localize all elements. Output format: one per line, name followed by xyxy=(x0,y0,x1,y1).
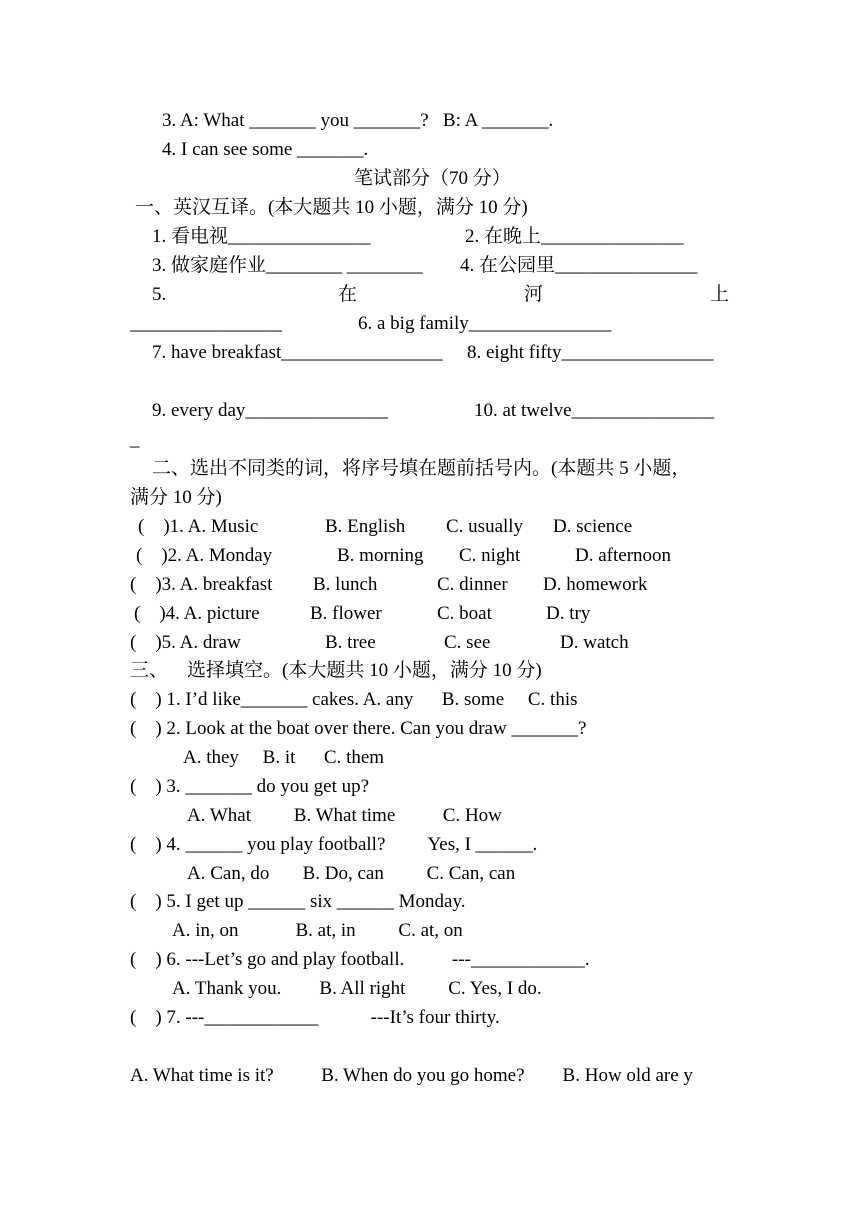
s3-q7: ( ) 7. ---____________ ---It’s four thirty. xyxy=(130,1007,500,1028)
s1-item-10: 10. at twelve_______________ xyxy=(474,400,715,421)
s2-row-1-c: C. usually xyxy=(446,516,524,537)
s1-item-6: 6. a big family_______________ xyxy=(358,313,612,334)
s2-row-3-c: C. dinner xyxy=(437,574,508,595)
s3-q2-options: A. they B. it C. them xyxy=(183,747,385,768)
s3-q3: ( ) 3. _______ do you get up? xyxy=(130,776,370,797)
s1-item-5-char2: 河 xyxy=(524,284,544,305)
listening-q4: 4. I can see some _______. xyxy=(162,139,369,160)
s1-item-5-blank: ________________ xyxy=(130,313,282,334)
section3-title: 三、 选择填空。(本大题共 10 小题，满分 10 分) xyxy=(130,660,542,681)
s2-row-2-c: C. night xyxy=(459,545,521,566)
s2-row-4-b: B. flower xyxy=(310,603,382,624)
s2-row-4-a: ( )4. A. picture xyxy=(134,603,260,624)
s3-q4: ( ) 4. ______ you play football? Yes, I ______. xyxy=(130,834,538,855)
s3-q2: ( ) 2. Look at the boat over there. Can you draw _______? xyxy=(130,718,587,739)
s1-item-5-char1: 在 xyxy=(338,284,358,305)
s3-q3-options: A. What B. What time C. How xyxy=(187,805,502,826)
s1-item-1: 1. 看电视_______________ xyxy=(152,226,371,247)
s3-q5-options: A. in, on B. at, in C. at, on xyxy=(172,920,463,941)
s3-q5: ( ) 5. I get up ______ six ______ Monday. xyxy=(130,891,466,912)
s2-row-2-a: ( )2. A. Monday xyxy=(136,545,273,566)
s2-row-1-a: ( )1. A. Music xyxy=(138,516,259,537)
s2-row-3-a: ( )3. A. breakfast xyxy=(130,574,273,595)
section2-title-line2: 满分 10 分) xyxy=(130,487,222,508)
s1-item-5-char3: 上 xyxy=(710,284,730,305)
s2-row-1-d: D. science xyxy=(553,516,633,537)
s2-row-3-d: D. homework xyxy=(543,574,648,595)
s2-row-2-d: D. afternoon xyxy=(575,545,672,566)
s3-q1: ( ) 1. I’d like_______ cakes. A. any B. some C. this xyxy=(130,689,578,710)
s1-item-5-num: 5. xyxy=(152,284,167,305)
s1-item-2: 2. 在晚上_______________ xyxy=(465,226,684,247)
s3-q7-options: A. What time is it? B. When do you go home? B. How old are y xyxy=(130,1065,693,1086)
s1-item-7: 7. have breakfast_________________ xyxy=(152,342,443,363)
section1-title: 一、英汉互译。(本大题共 10 小题，满分 10 分) xyxy=(135,197,528,218)
s2-row-4-c: C. boat xyxy=(437,603,492,624)
s2-row-2-b: B. morning xyxy=(337,545,424,566)
s3-q6-options: A. Thank you. B. All right C. Yes, I do. xyxy=(172,978,542,999)
s1-item-8: 8. eight fifty________________ xyxy=(467,342,714,363)
section2-title-line1: 二、选出不同类的词，将序号填在题前括号内。(本题共 5 小题， xyxy=(152,458,691,479)
s2-row-3-b: B. lunch xyxy=(313,574,378,595)
listening-q3: 3. A: What _______ you _______? B: A _______. xyxy=(162,110,554,131)
s1-item-10-overflow: _ xyxy=(130,429,140,450)
s2-row-5-a: ( )5. A. draw xyxy=(130,632,241,653)
s1-item-9: 9. every day_______________ xyxy=(152,400,388,421)
s2-row-5-b: B. tree xyxy=(325,632,376,653)
s2-row-5-d: D. watch xyxy=(560,632,629,653)
s2-row-4-d: D. try xyxy=(546,603,591,624)
s1-item-4: 4. 在公园里_______________ xyxy=(460,255,698,276)
s2-row-1-b: B. English xyxy=(325,516,406,537)
s3-q6: ( ) 6. ---Let’s go and play football. ---____________. xyxy=(130,949,590,970)
s3-q4-options: A. Can, do B. Do, can C. Can, can xyxy=(187,863,516,884)
s1-item-3: 3. 做家庭作业________ ________ xyxy=(152,255,423,276)
s2-row-5-c: C. see xyxy=(444,632,491,653)
written-section-title: 笔试部分（70 分） xyxy=(354,168,511,189)
